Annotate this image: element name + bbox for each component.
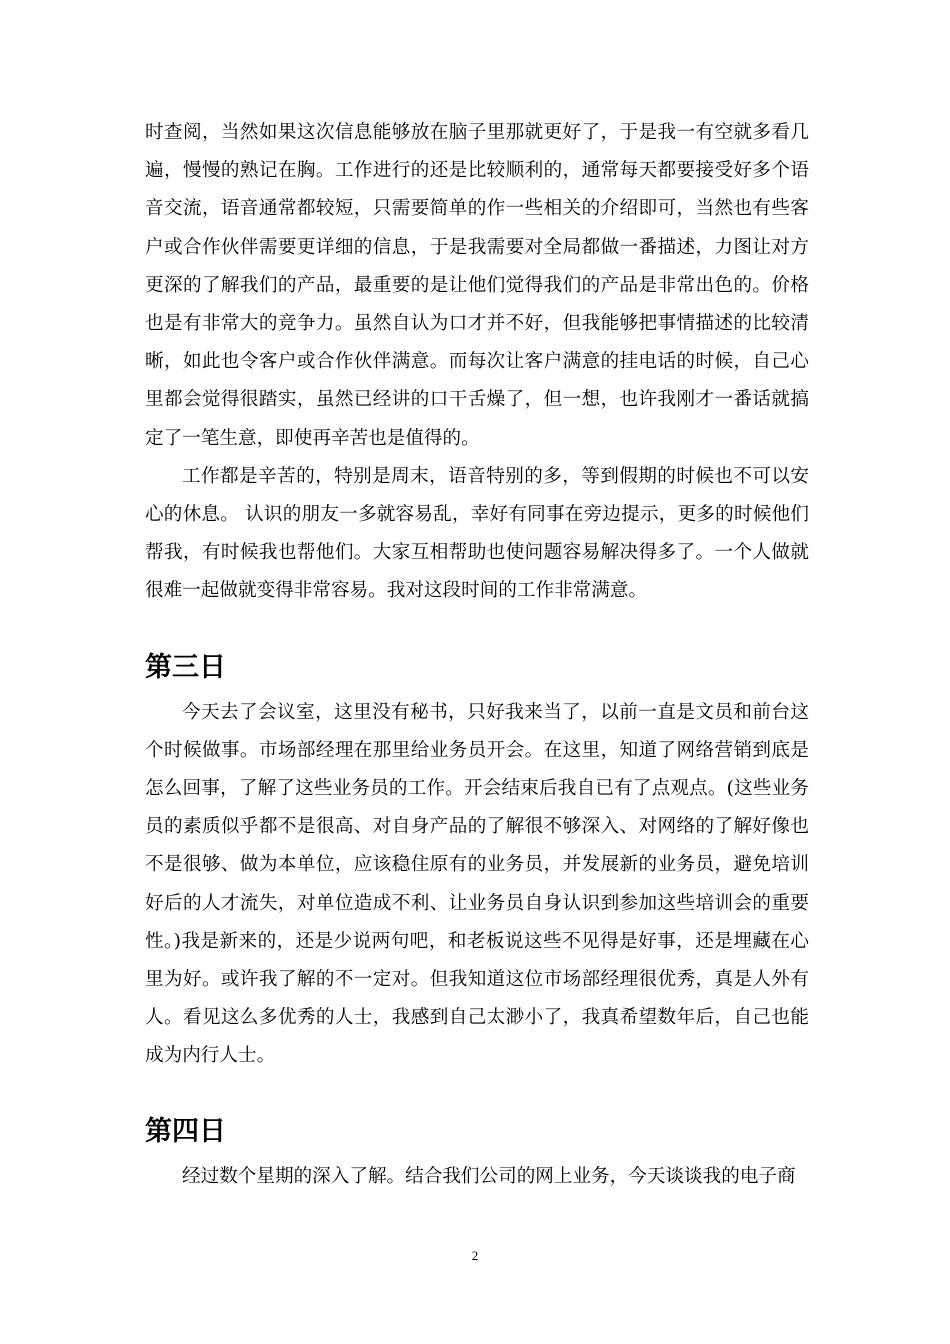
- body-paragraph: 今天去了会议室，这里没有秘书，只好我来当了，以前一直是文员和前台这个时候做事。市场部经理在那里给业务员开会。在这里，知道了网络营销到底是怎么回事，了解了这些业务员的工作。开会结束后我自已有了点观点。(这些业务员的素质似乎都不是很高、对自身产品的了解很不够深入、对网络的了解好像也不是很够、做为本单位，应该稳住原有的业务员，并发展新的业务员，避免培训好后的人才流失，对单位造成不利、让业务员自身认识到参加这些培训会的重要性。)我是新来的，还是少说两句吧，和老板说这些不见得是好事，还是埋藏在心里为好。或许我了解的不一定对。但我知道这位市场部经理很优秀，真是人外有人。看见这么多优秀的人士，我感到自己太渺小了，我真希望数年后，自己也能成为内行人士。: [145, 701, 809, 1067]
- section-heading-day-3: 第三日: [145, 651, 226, 683]
- body-paragraph: 经过数个星期的深入了解。结合我们公司的网上业务，今天谈谈我的电子商: [182, 1165, 796, 1187]
- page-number: 2: [471, 1248, 479, 1263]
- section-heading-day-4: 第四日: [145, 1115, 226, 1147]
- body-paragraph: 工作都是辛苦的，特别是周末，语音特别的多，等到假期的时候也不可以安心的休息。 认识的朋友一多就容易乱，幸好有同事在旁边提示，更多的时候他们帮我，有时候我也帮他们。大家互相帮助也使问题容易解决得多了。一个人做就很难一起做就变得非常容易。我对这段时间的工作非常满意。: [145, 465, 809, 602]
- body-paragraph: 时查阅，当然如果这次信息能够放在脑子里那就更好了，于是我一有空就多看几遍，慢慢的熟记在胸。工作进行的还是比较顺利的，通常每天都要接受好多个语音交流，语音通常都较短，只需要简单的作一些相关的介绍即可，当然也有些客户或合作伙伴需要更详细的信息，于是我需要对全局都做一番描述，力图让对方更深的了解我们的产品，最重要的是让他们觉得我们的产品是非常出色的。价格也是有非常大的竞争力。虽然自认为口才并不好，但我能够把事情描述的比较清晰，如此也令客户或合作伙伴满意。而每次让客户满意的挂电话的时候，自己心里都会觉得很踏实，虽然已经讲的口干舌燥了，但一想，也许我刚才一番话就搞定了一笔生意，即使再辛苦也是值得的。: [145, 122, 809, 449]
- page-body: [145, 114, 809, 1196]
